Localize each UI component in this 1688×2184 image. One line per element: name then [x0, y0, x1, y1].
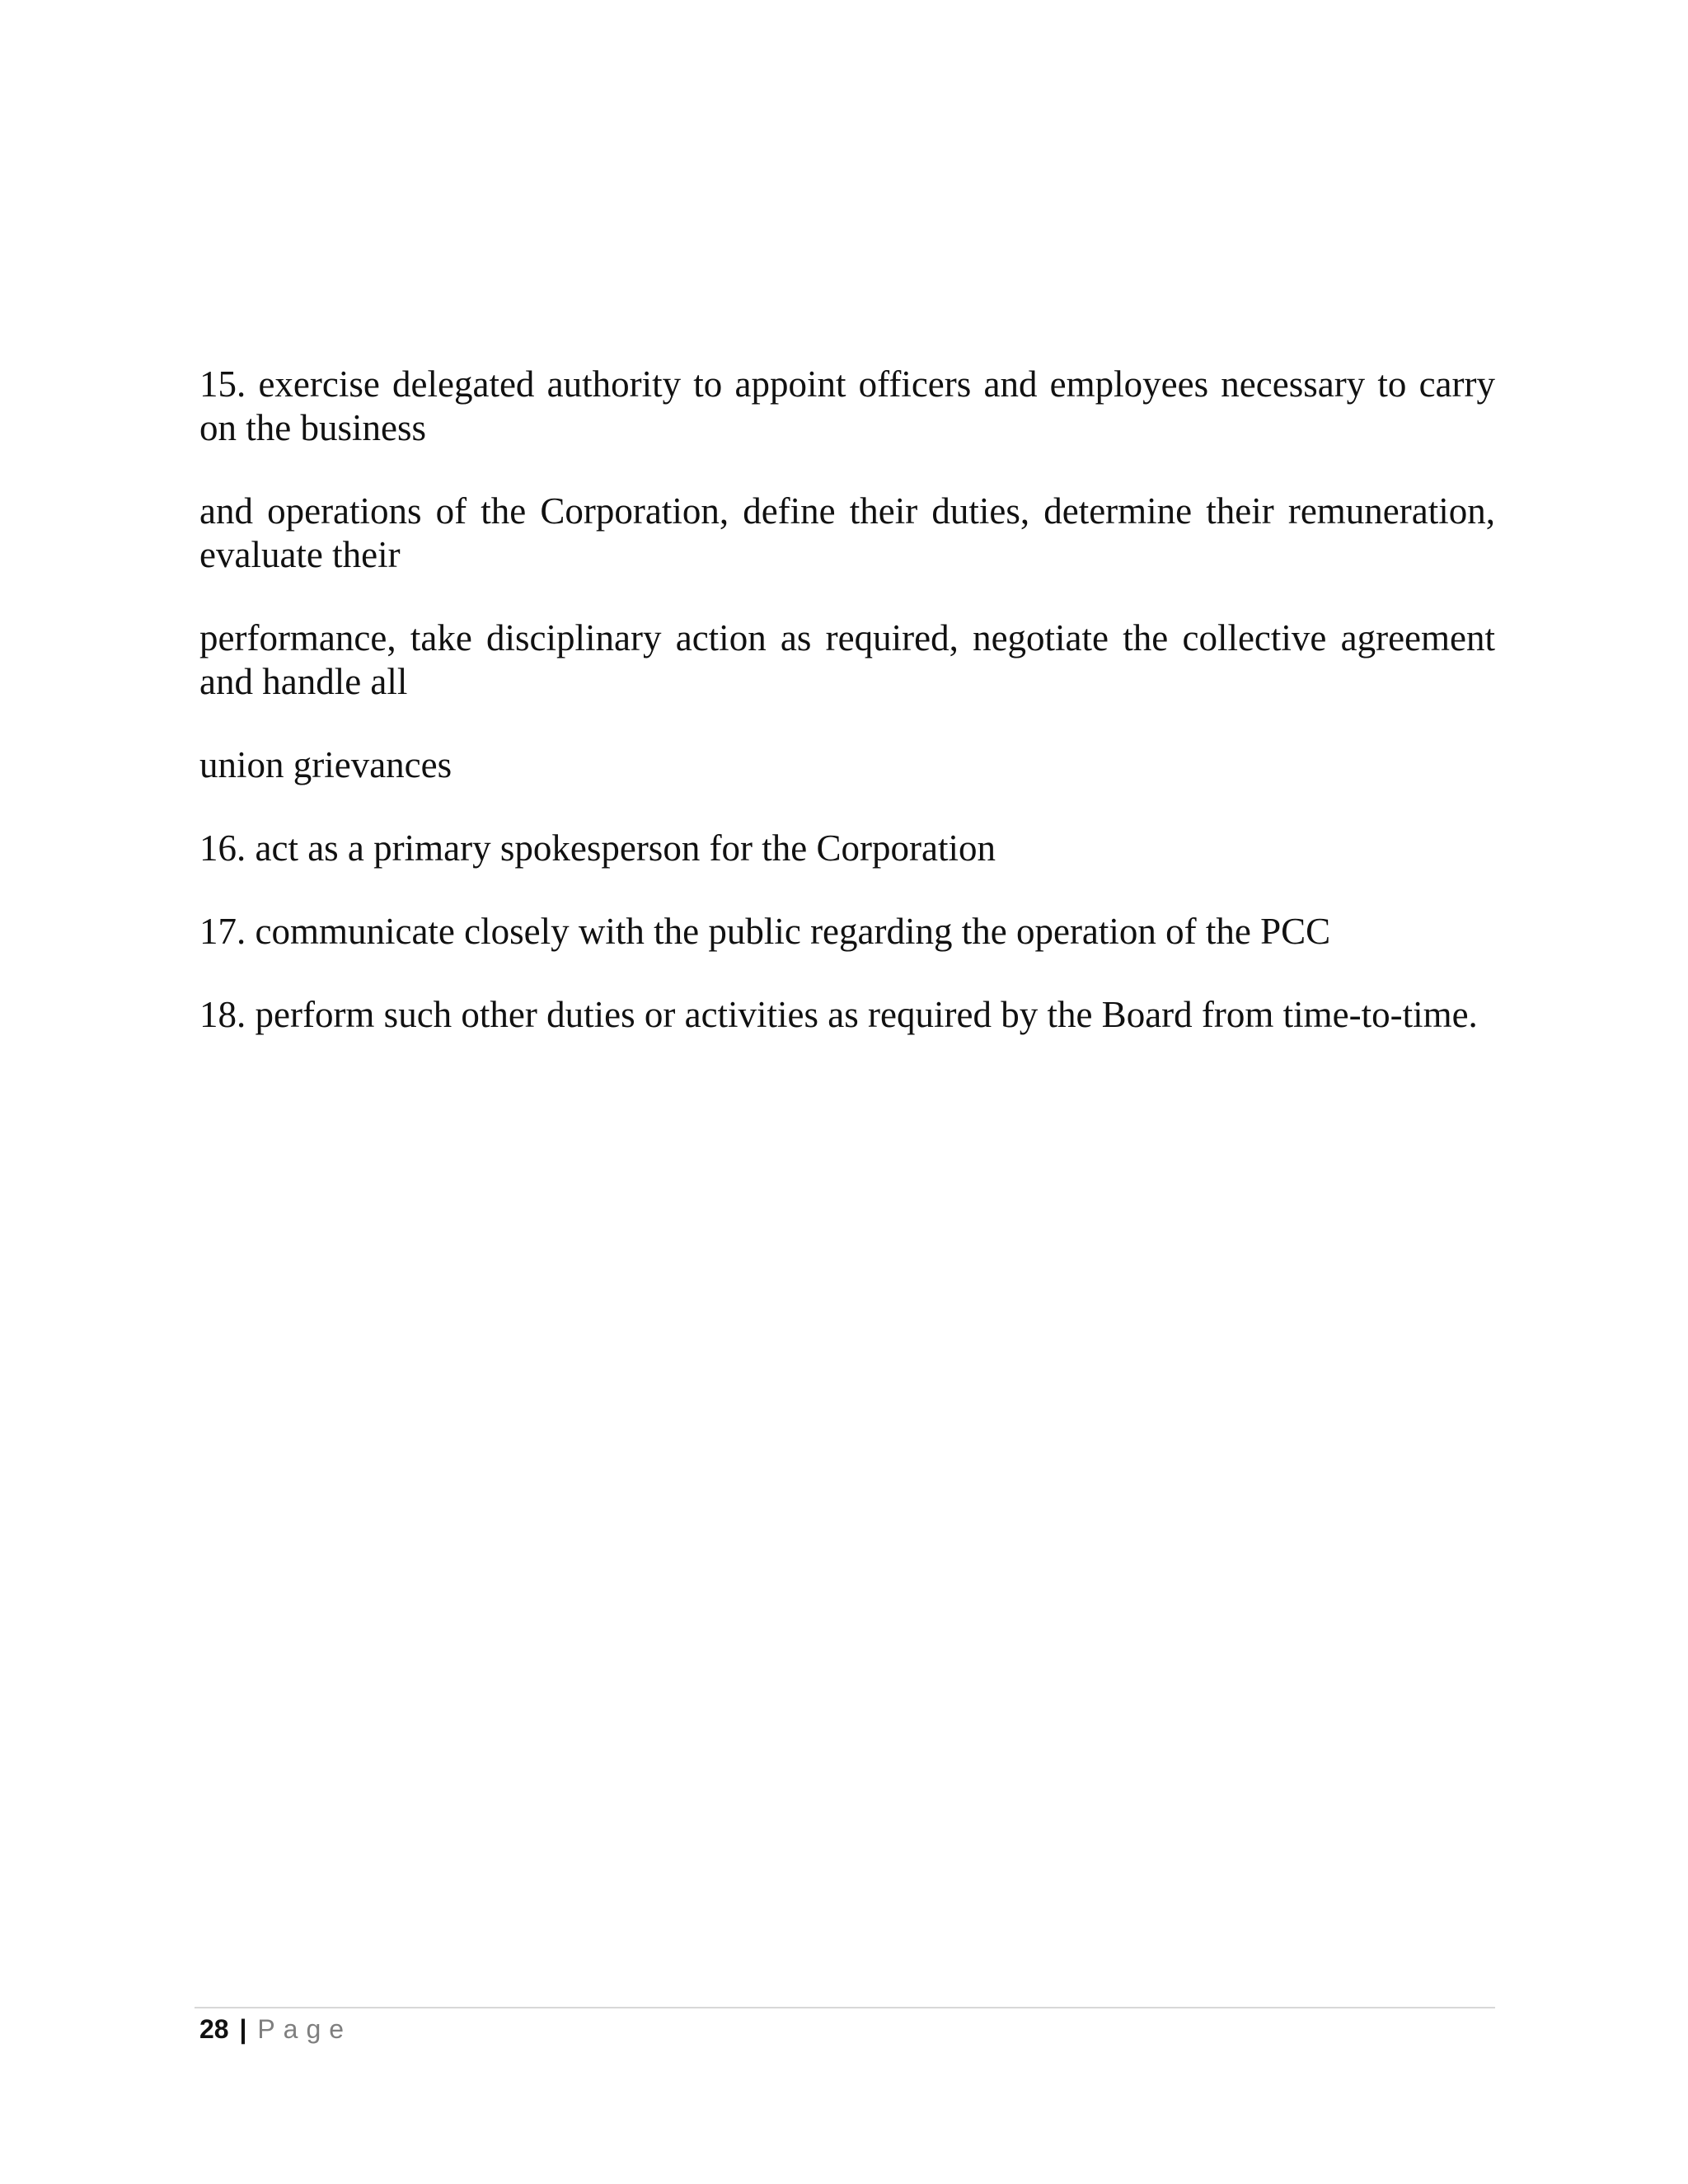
- paragraph-item-15-line-4: union grievances: [199, 744, 452, 785]
- paragraph-item-18: 18. perform such other duties or activities as required by the Board from time-to-time.: [199, 994, 1478, 1035]
- footer-separator: |: [239, 2014, 247, 2044]
- body-text: [199, 363, 1495, 1076]
- paragraph-item-15-line-1: 15. exercise delegated authority to appoint officers and employees necessary to carry on the business: [199, 363, 1495, 448]
- page-number: 28: [199, 2014, 229, 2044]
- paragraph-item-17: 17. communicate closely with the public regarding the operation of the PCC: [199, 911, 1331, 952]
- paragraph-item-15-line-2: and operations of the Corporation, define their duties, determine their remuneration, evaluate their: [199, 490, 1495, 575]
- paragraph-item-16: 16. act as a primary spokesperson for the Corporation: [199, 827, 996, 869]
- footer-divider: [195, 2007, 1495, 2008]
- paragraph-item-15-line-3: performance, take disciplinary action as required, negotiate the collective agreement and handle all: [199, 617, 1495, 702]
- page-footer: [199, 2011, 352, 2047]
- page-label: Page: [257, 2014, 353, 2044]
